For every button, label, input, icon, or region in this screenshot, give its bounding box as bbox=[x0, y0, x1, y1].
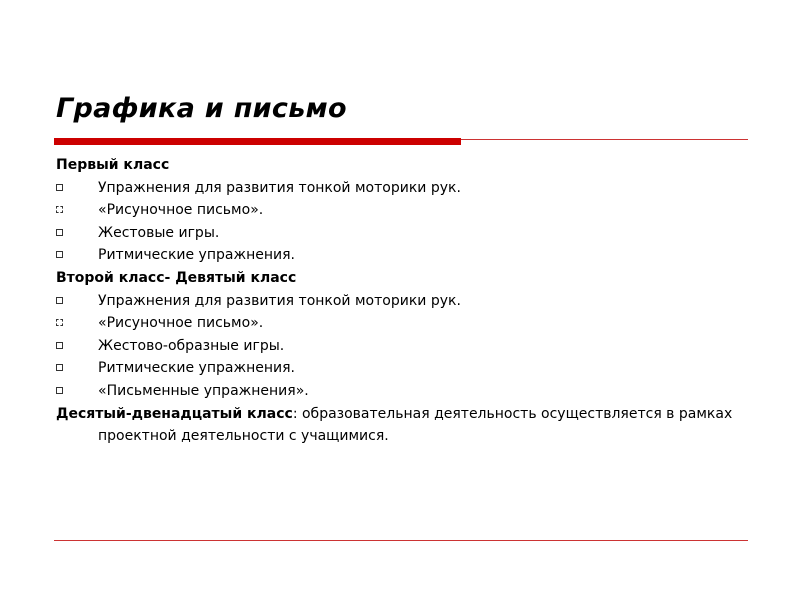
list-item-text: Упражнения для развития тонкой моторики рук. bbox=[98, 292, 461, 309]
list-item bbox=[56, 335, 746, 358]
square-bullet-icon bbox=[56, 364, 63, 371]
slide-title: Графика и письмо bbox=[56, 93, 347, 124]
list-item-text: «Рисуночное письмо». bbox=[98, 202, 264, 219]
list-item bbox=[56, 380, 746, 403]
square-bullet-icon bbox=[56, 184, 63, 191]
final-heading: Десятый-двенадцатый класс bbox=[56, 405, 293, 422]
list-item bbox=[56, 244, 746, 267]
square-bullet-icon bbox=[56, 387, 63, 394]
list-item-text: Ритмические упражнения. bbox=[98, 360, 295, 377]
title-underline-thick bbox=[54, 138, 461, 145]
list-item bbox=[56, 357, 746, 380]
square-bullet-icon bbox=[56, 342, 63, 349]
square-bullet-icon bbox=[56, 251, 63, 258]
list-item-text: Упражнения для развития тонкой моторики рук. bbox=[98, 179, 461, 196]
list-item-text: «Рисуночное письмо». bbox=[98, 315, 264, 332]
final-paragraph bbox=[56, 403, 746, 448]
list-item-text: Ритмические упражнения. bbox=[98, 247, 295, 264]
list-item bbox=[56, 222, 746, 245]
list-item-text: «Письменные упражнения». bbox=[98, 382, 309, 399]
slide-content bbox=[56, 154, 746, 448]
section-heading-first-grade: Первый класс bbox=[56, 157, 170, 173]
list-item-text: Жестово-образные игры. bbox=[98, 337, 285, 354]
title-underline-thin bbox=[461, 139, 748, 140]
list-item bbox=[56, 290, 746, 313]
final-text: : образовательная деятельность осуществляется в рамках проектной деятельности с учащимися. bbox=[98, 405, 733, 445]
list-item-text: Жестовые игры. bbox=[98, 224, 220, 241]
list-item bbox=[56, 199, 746, 222]
square-bullet-icon bbox=[56, 297, 63, 304]
section-heading-second-ninth-grade: Второй класс- Девятый класс bbox=[56, 269, 297, 286]
square-bullet-icon bbox=[56, 229, 63, 236]
list-item bbox=[56, 177, 746, 200]
square-bullet-icon bbox=[56, 206, 63, 213]
list-item bbox=[56, 312, 746, 335]
square-bullet-icon bbox=[56, 319, 63, 326]
footer-rule bbox=[54, 540, 748, 541]
